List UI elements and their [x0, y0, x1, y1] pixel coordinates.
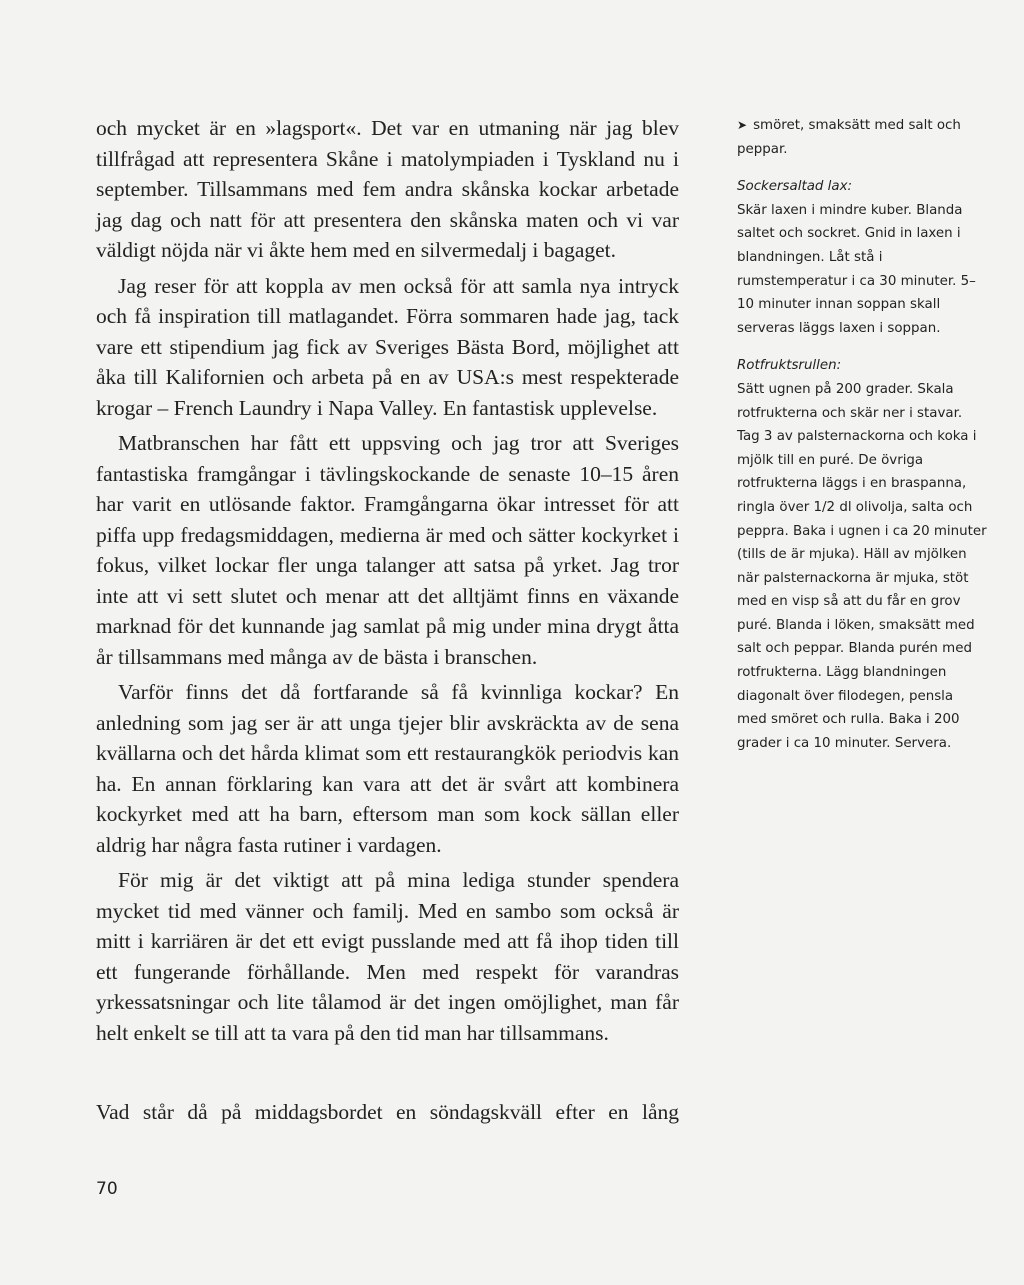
paragraph-1: och mycket är en »lagsport«. Det var en utmaning när jag blev tillfrågad att representera Skåne i matolympiaden i Tyskland nu i september. Tillsammans med fem andra skånska kockar arbetade jag dag och natt för att presentera den skånska maten och vi var väldigt nöjda när vi åkte hem med en silvermedalj i bagaget.: [96, 116, 679, 262]
recipe-subhead-rotfrukt: Rotfruktsrullen:: [737, 358, 842, 374]
paragraph-4: Varför finns det då fortfarande så få kvinnliga kockar? En anledning som jag ser är att unga tjejer blir avskräckta av de sena kvällarna och det hårda klimat som ett restaurangkök periodvis kan ha. En annan förklaring kan vara att det är svårt att kombinera kockyrket med att ha barn, eftersom man som kock sällan eller aldrig har några fasta rutiner i vardagen.: [96, 680, 679, 857]
paragraph-5: För mig är det viktigt att på mina lediga stunder spendera mycket tid med vänner och familj. Med en sambo som också är mitt i karriären är det ett evigt pusslande med att få ihop tiden till ett fungerande förhållande. Men med respekt för varandras yrkessatsningar och lite tålamod är det ingen omöjlighet, man får helt enkelt se till att ta vara på den tid man har tillsammans.: [96, 868, 679, 1045]
main-text-column: [96, 113, 679, 1053]
paragraph-3: Matbranschen har fått ett uppsving och jag tror att Sveriges fantastiska framgångar i tävlingskockande de senaste 10–15 åren har varit en utlösande faktor. Framgångarna ökar intresset för att piffa upp fredagsmiddagen, medierna är med och sätter kockyrket i fokus, vilket lockar fler unga talanger att satsa på yrket. Jag tror inte att vi sett slutet och menar att det alltjämt finns en växande marknad för det kunnande jag samlat på mig under mina drygt åtta år tillsammans med många av de bästa i branschen.: [96, 431, 679, 669]
recipe-intro: [737, 114, 987, 161]
recipe-intro-text: smöret, smaksätt med salt och peppar.: [737, 118, 961, 157]
recipe-sidebar: [737, 114, 987, 769]
recipe-text-rotfrukt: Sätt ugnen på 200 grader. Skala rotfrukterna och skär ner i stavar. Tag 3 av palsternackorna och koka i mjölk till en puré. De övriga rotfrukterna läggs i en braspanna, ringla över 1/2 dl olivolja, salta och peppra. Baka i ugnen i ca 20 minuter (tills de är mjuka). Häll av mjölken när palsternackorna är mjuka, stöt med en visp så att du får en grov puré. Blanda i löken, smaksätt med salt och peppar. Blanda purén med rotfrukterna. Lägg blandningen diagonalt över filodegen, pensla med smöret och rulla. Baka i 200 grader i ca 10 minuter. Servera.: [737, 381, 987, 751]
paragraph-2: Jag reser för att koppla av men också för att samla nya intryck och få inspiration till matlagandet. Förra sommaren hade jag, tack vare ett stipendium jag fick av Sveriges Bästa Bord, möjlighet att åka till Kalifornien och arbeta på en av USA:s mest respekterade krogar – French Laundry i Napa Valley. En fantastisk upplevelse.: [96, 273, 679, 420]
recipe-text-lax: Skär laxen i mindre kuber. Blanda saltet och sockret. Gnid in laxen i blandningen. Låt stå i rumstemperatur i ca 30 minuter. 5–10 minuter innan soppan skall serveras läggs laxen i soppan.: [737, 202, 976, 336]
recipe-subhead-lax: Sockersaltad lax:: [737, 179, 853, 195]
arrow-right-icon: ➤: [737, 118, 748, 132]
closing-line: Vad står då på middagsbordet en söndagskväll efter en lång: [96, 1100, 679, 1124]
page-number: 70: [96, 1179, 118, 1199]
